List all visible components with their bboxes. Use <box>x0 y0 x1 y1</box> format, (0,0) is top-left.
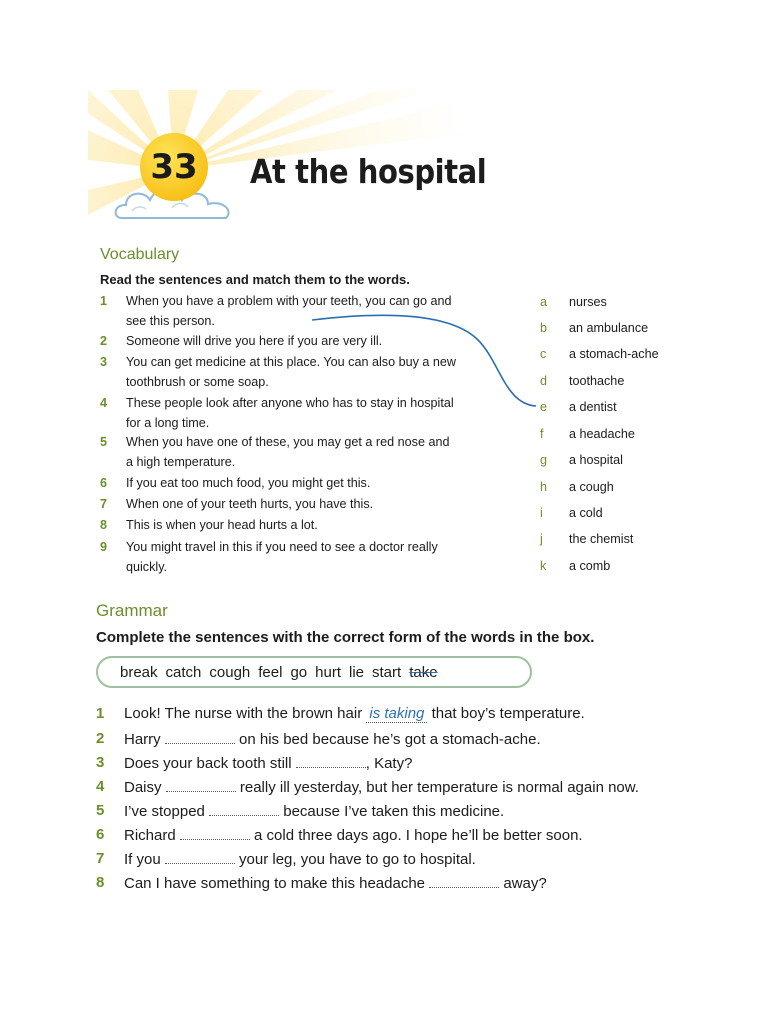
box-word: cough <box>209 663 251 681</box>
word-box <box>96 656 532 688</box>
box-word: lie <box>349 663 365 681</box>
match-line <box>300 300 540 420</box>
answer-blank[interactable] <box>429 873 499 888</box>
vocabulary-instruction: Read the sentences and match them to the words. <box>100 272 410 287</box>
answer-blank[interactable] <box>166 777 236 792</box>
answer-blank[interactable] <box>209 801 279 816</box>
box-word: catch <box>165 663 202 681</box>
box-word: feel <box>258 663 283 681</box>
grammar-heading: Grammar <box>96 601 168 620</box>
page-title: At the hospital <box>250 152 487 191</box>
grammar-instruction: Complete the sentences with the correct form of the words in the box. <box>96 629 595 646</box>
box-word: hurt <box>315 663 341 681</box>
answer-blank[interactable] <box>165 849 235 864</box>
example-answer: is taking <box>366 705 427 723</box>
vocabulary-heading: Vocabulary <box>100 246 180 263</box>
answer-blank[interactable] <box>165 729 235 744</box>
box-word: start <box>372 663 402 681</box>
box-word: go <box>290 663 308 681</box>
box-word-used: take <box>409 663 438 681</box>
unit-number-badge: 33 <box>140 133 208 201</box>
box-word: break <box>120 663 158 681</box>
answer-blank[interactable] <box>180 825 250 840</box>
answer-blank[interactable] <box>296 753 366 768</box>
